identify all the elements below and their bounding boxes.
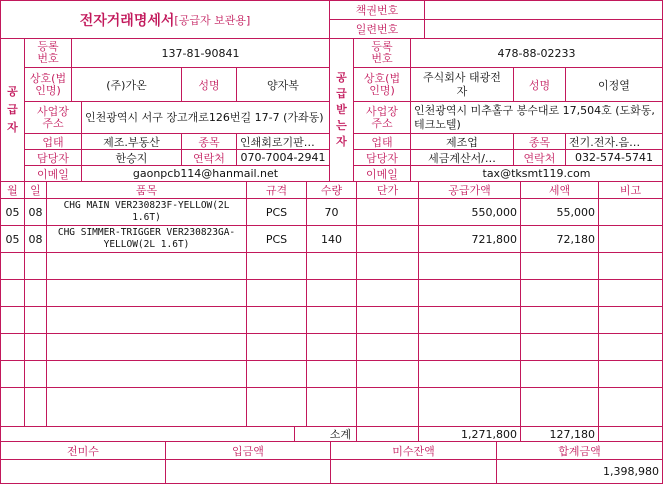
table-row-cell-month: 05 [1,199,25,226]
empty-row-cell [419,334,521,361]
unpaid-label: 미수잔액 [331,442,497,460]
receiver-business-label: 업태 [354,134,411,150]
empty-row-cell [1,334,25,361]
receiver-contact-label: 연락처 [514,150,566,166]
empty-row-cell [357,388,419,427]
empty-row-cell [357,361,419,388]
empty-row-cell [599,334,662,361]
empty-row-cell [599,307,662,334]
book-no-label: 책권번호 [330,1,425,20]
supplier-item: 인쇄회로기판… [237,134,330,150]
empty-row-cell [25,361,47,388]
supplier-email-label: 이메일 [25,166,82,182]
receiver-manager: 세금계산서/… [411,150,514,166]
table-row-cell-qty: 70 [307,199,357,226]
supplier-reg-no: 137-81-90841 [72,39,330,68]
receiver-contact: 032-574-5741 [566,150,662,166]
paid-label: 입금액 [166,442,331,460]
subtotal-price [357,427,419,442]
empty-row-cell [599,361,662,388]
supplier-business: 제조.부동산 [82,134,182,150]
receiver-item-label: 종목 [514,134,566,150]
empty-row-cell [357,253,419,280]
total-label: 합계금액 [497,442,662,460]
empty-row-cell [247,253,307,280]
empty-row-cell [1,280,25,307]
unpaid-value [331,460,497,483]
page-title [1,1,330,39]
empty-row-cell [25,253,47,280]
receiver-manager-label: 담당자 [354,150,411,166]
receiver-email-label: 이메일 [354,166,411,182]
column-header-price: 단가 [357,182,419,199]
empty-row-cell [47,307,247,334]
empty-row-cell [1,253,25,280]
supplier-address-label: 사업장주소 [25,102,82,134]
table-row-cell-note [599,199,662,226]
table-row-cell-price [357,199,419,226]
empty-row-cell [25,307,47,334]
empty-row-cell [247,334,307,361]
empty-row-cell [419,361,521,388]
supplier-name-label: 성명 [182,68,237,102]
table-row-cell-price [357,226,419,253]
table-row-cell-qty: 140 [307,226,357,253]
supplier-manager-label: 담당자 [25,150,82,166]
empty-row-cell [1,388,25,427]
supplier-item-label: 종목 [182,134,237,150]
subtotal-amount: 1,271,800 [419,427,521,442]
supplier-contact-label: 연락처 [182,150,237,166]
empty-row-cell [47,388,247,427]
table-row-cell-spec: PCS [247,199,307,226]
table-row-cell-day: 08 [25,226,47,253]
supplier-contact: 070-7004-2941 [237,150,330,166]
supplier-manager: 한승지 [82,150,182,166]
title-text: 전자거래명세서 [79,12,175,29]
empty-row-cell [47,361,247,388]
prev-balance-value [1,460,166,483]
empty-row-cell [1,361,25,388]
receiver-reg-no: 478-88-02233 [411,39,662,68]
table-row-cell-amount: 721,800 [419,226,521,253]
subtotal-note [599,427,662,442]
table-row-cell-item: CHG SIMMER-TRIGGER VER230823GA-YELLOW(2L 1.6T) [47,226,247,253]
supplier-business-label: 업태 [25,134,82,150]
book-no-value [425,1,662,20]
empty-row-cell [357,307,419,334]
receiver-address-label: 사업장주소 [354,102,411,134]
empty-row-cell [247,280,307,307]
empty-row-cell [599,253,662,280]
receiver-company-label: 상호(법인명) [354,68,411,102]
receiver-company: 주식회사 태광전자 [411,68,514,102]
empty-row-cell [599,280,662,307]
total-value: 1,398,980 [603,465,659,478]
empty-row-cell [521,280,599,307]
subtotal-tax: 127,180 [521,427,599,442]
empty-row-cell [521,388,599,427]
table-row-cell-item: CHG MAIN VER230823F-YELLOW(2L 1.6T) [47,199,247,226]
receiver-side-label: 공 급 받 는 자 [330,39,354,182]
receiver-name-label: 성명 [514,68,566,102]
receiver-reg-no-label: 등록번호 [354,39,411,68]
serial-value [425,20,662,39]
empty-row-cell [247,361,307,388]
empty-row-cell [47,334,247,361]
empty-row-cell [307,334,357,361]
column-header-amount: 공급가액 [419,182,521,199]
empty-row-cell [247,388,307,427]
supplier-email: gaonpcb114@hanmail.net [82,166,330,182]
supplier-company: (주)가온 [72,68,182,102]
empty-row-cell [247,307,307,334]
receiver-name: 이정열 [566,68,662,102]
empty-row-cell [25,334,47,361]
empty-row-cell [419,280,521,307]
empty-row-cell [47,253,247,280]
empty-row-cell [357,334,419,361]
table-row-cell-month: 05 [1,226,25,253]
empty-row-cell [307,253,357,280]
supplier-name: 양자복 [237,68,330,102]
table-row-cell-note [599,226,662,253]
receiver-address: 인천광역시 미추홀구 봉수대로 17,504호 (도화동,테크노텔) [411,102,662,134]
table-row-cell-tax: 72,180 [521,226,599,253]
receiver-business: 제조업 [411,134,514,150]
empty-row-cell [307,388,357,427]
column-header-item: 품목 [47,182,247,199]
empty-row-cell [47,280,247,307]
empty-row-cell [357,280,419,307]
empty-row-cell [307,361,357,388]
supplier-address: 인천광역시 서구 장고개로126번길 17-7 (가좌동) [82,102,330,134]
subtotal-label: 소계 [295,427,357,442]
empty-row-cell [419,307,521,334]
empty-row-cell [25,388,47,427]
column-header-spec: 규격 [247,182,307,199]
table-row-cell-spec: PCS [247,226,307,253]
supplier-side-label: 공 급 자 [1,39,25,182]
title-subtitle: [공급자 보관용] [174,13,251,27]
empty-row-cell [521,307,599,334]
supplier-reg-no-label: 등록번호 [25,39,72,68]
prev-balance-label: 전미수 [1,442,166,460]
supplier-company-label: 상호(법인명) [25,68,72,102]
receiver-item: 전기.전자.음… [566,134,662,150]
column-header-note: 비고 [599,182,662,199]
serial-label: 일련번호 [330,20,425,39]
receiver-email: tax@tksmt119.com [411,166,662,182]
empty-row-cell [307,307,357,334]
empty-row-cell [25,280,47,307]
paid-value [166,460,331,483]
column-header-qty: 수량 [307,182,357,199]
table-row-cell-day: 08 [25,199,47,226]
empty-row-cell [521,253,599,280]
empty-row-cell [419,388,521,427]
table-row-cell-amount: 550,000 [419,199,521,226]
empty-row-cell [307,280,357,307]
empty-row-cell [521,361,599,388]
column-header-tax: 세액 [521,182,599,199]
empty-row-cell [419,253,521,280]
column-header-month: 월 [1,182,25,199]
subtotal-spacer [1,427,295,442]
empty-row-cell [1,307,25,334]
table-row-cell-tax: 55,000 [521,199,599,226]
column-header-day: 일 [25,182,47,199]
empty-row-cell [521,334,599,361]
empty-row-cell [599,388,662,427]
